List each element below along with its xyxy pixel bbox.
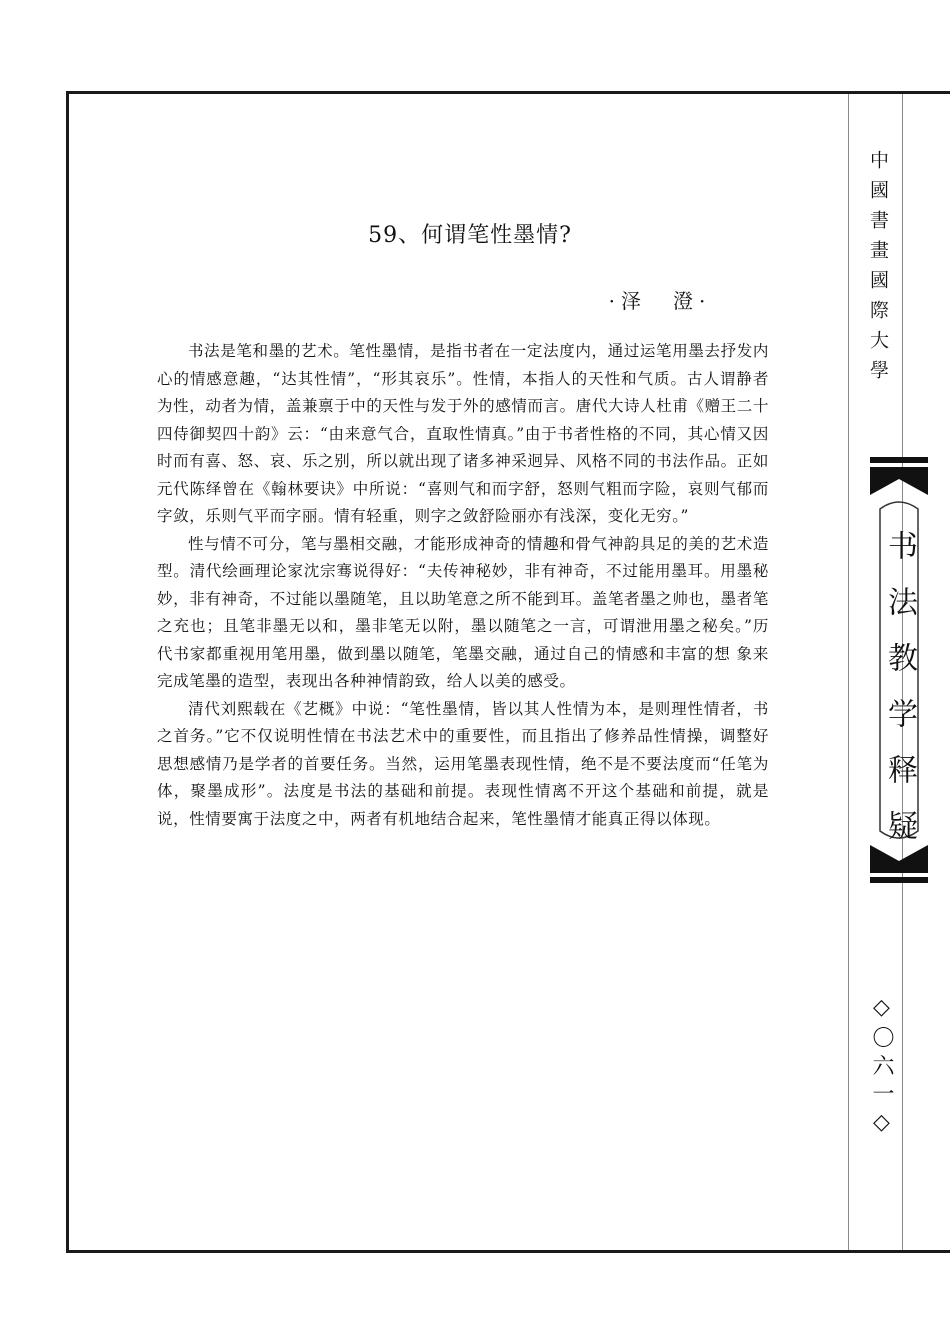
page-frame-bottom xyxy=(66,1250,950,1253)
side-header: 中國書畫國際大學 xyxy=(867,150,889,390)
paragraph: 书法是笔和墨的艺术。笔性墨情，是指书者在一定法度内，通过运笔用墨去抒发内心的情感意趣，“达其性情”，“形其哀乐”。性情，本指人的天性和气质。古人谓静者为性，动者为情，盖兼禀于中的天性与发于外的感情而言。唐代大诗人杜甫《赠王二十四侍御契四十韵》云：“由来意气合，直取性情真。”由于书者性格的不同，其心情又因时而有喜、怒、哀、乐之别，所以就出现了诸多神采迥异、风格不同的书法作品。正如元代陈绎曾在《翰林要诀》中所说：“喜则气和而字舒，怒则气粗而字险，哀则气郁而字敛，乐则气平而字丽。情有轻重，则字之敛舒险丽亦有浅深，变化无穷。” xyxy=(157,342,769,525)
article-body xyxy=(157,338,769,833)
article-author: ·泽 澄· xyxy=(608,289,712,313)
article-title: 59、何谓笔性墨情? xyxy=(368,223,572,248)
margin-rule-inner xyxy=(848,94,849,1250)
page-frame-left xyxy=(66,91,69,1253)
page-number: ◇〇六一◇ xyxy=(869,995,894,1141)
paragraph: 清代刘熙载在《艺概》中说：“笔性墨情，皆以其人性情为本，是则理性情者，书之首务。”它不仅说明性情在书法艺术中的重要性，而且指出了修养品性情操，调整好思想感情乃是学者的首要任务。当然，运用笔墨表现性情，绝不是不要法度而“任笔为体，聚墨成形”。法度是书法的基础和前提。表现性情离不开这个基础和前提，就是说，性情要寓于法度之中，两者有机地结合起来，笔性墨情才能真正得以体现。 xyxy=(157,699,769,828)
page-frame-top xyxy=(66,91,950,94)
book-title: 书法教学释疑 xyxy=(882,530,917,866)
paragraph: 性与情不可分，笔与墨相交融，才能形成神奇的情趣和骨气神韵具足的美的艺术造型。清代绘画理论家沈宗骞说得好：“夫传神秘妙，非有神奇，不过能用墨耳。用墨秘妙，非有神奇，不过能以墨随笔，且以助笔意之所不能到耳。盖笔者墨之帅也，墨者笔之充也；且笔非墨无以和，墨非笔无以附，墨以随笔之一言，可谓泄用墨之秘矣。”历代书家都重视用笔用墨，做到墨以随笔，笔墨交融，通过自己的情感和丰富的想 象来完成笔墨的造型，表现出各种神情韵致，给人以美的感受。 xyxy=(157,534,769,690)
